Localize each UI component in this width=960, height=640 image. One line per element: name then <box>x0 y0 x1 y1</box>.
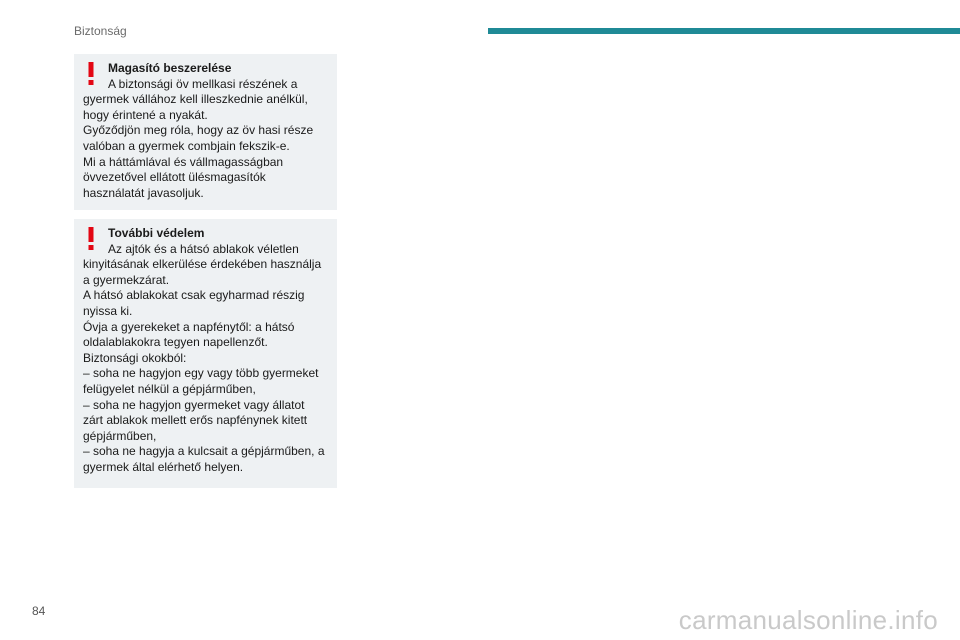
watermark: carmanualsonline.info <box>678 605 938 635</box>
section-title: Biztonság <box>74 24 127 38</box>
warning-text-line: Az ajtók és a hátsó ablakok véletlen <box>108 241 299 256</box>
warning-text-line: – soha ne hagyjon egy vagy több gyermeket <box>83 366 319 381</box>
warning-box-additional-protection <box>74 219 337 488</box>
warning-text-line: gyermek által elérhető helyen. <box>83 459 244 474</box>
warning-text-line: Mi a háttámlával és vállmagasságban <box>83 154 284 169</box>
warning-text-line: oldalablakokra tegyen napellenzőt. <box>83 335 268 350</box>
warning-title: További védelem <box>108 226 205 240</box>
warning-text-line: – soha ne hagyjon gyermeket vagy állatot <box>83 397 305 412</box>
warning-text-line: Biztonsági okokból: <box>83 350 187 365</box>
warning-text-line: használatát javasoljuk. <box>83 185 204 200</box>
warning-text-line: hogy érintené a nyakát. <box>83 107 208 122</box>
warning-text-line: felügyelet nélkül a gépjárműben, <box>83 381 256 396</box>
warning-title: Magasító beszerelése <box>108 61 232 75</box>
warning-text-line: gyermek vállához kell illeszkednie anélkül, <box>83 92 308 107</box>
section-accent-bar <box>488 28 960 34</box>
warning-text-line: Óvja a gyerekeket a napfénytől: a hátsó <box>83 319 295 334</box>
warning-text-line: övvezetővel ellátott ülésmagasítók <box>83 170 266 185</box>
page-number: 84 <box>32 604 46 618</box>
exclamation-icon <box>86 227 96 251</box>
warning-box-booster-seat <box>74 54 337 210</box>
warning-text-line: Győződjön meg róla, hogy az öv hasi része <box>83 123 314 138</box>
warning-text-line: valóban a gyermek combjain fekszik-e. <box>83 138 290 153</box>
warning-text-line: A hátsó ablakokat csak egyharmad részig <box>83 288 305 303</box>
warning-text-line: a gyermekzárat. <box>83 272 170 287</box>
exclamation-icon <box>86 62 96 86</box>
warning-text-line: A biztonsági öv mellkasi részének a <box>108 76 298 91</box>
warning-text-line: gépjárműben, <box>83 428 157 443</box>
warning-text-line: zárt ablakok mellett erős napfénynek kitett <box>83 413 308 428</box>
warning-text-line: nyissa ki. <box>83 303 133 318</box>
warning-text-line: kinyitásának elkerülése érdekében használja <box>83 257 322 272</box>
warning-text-line: – soha ne hagyja a kulcsait a gépjárműben, a <box>83 444 325 459</box>
